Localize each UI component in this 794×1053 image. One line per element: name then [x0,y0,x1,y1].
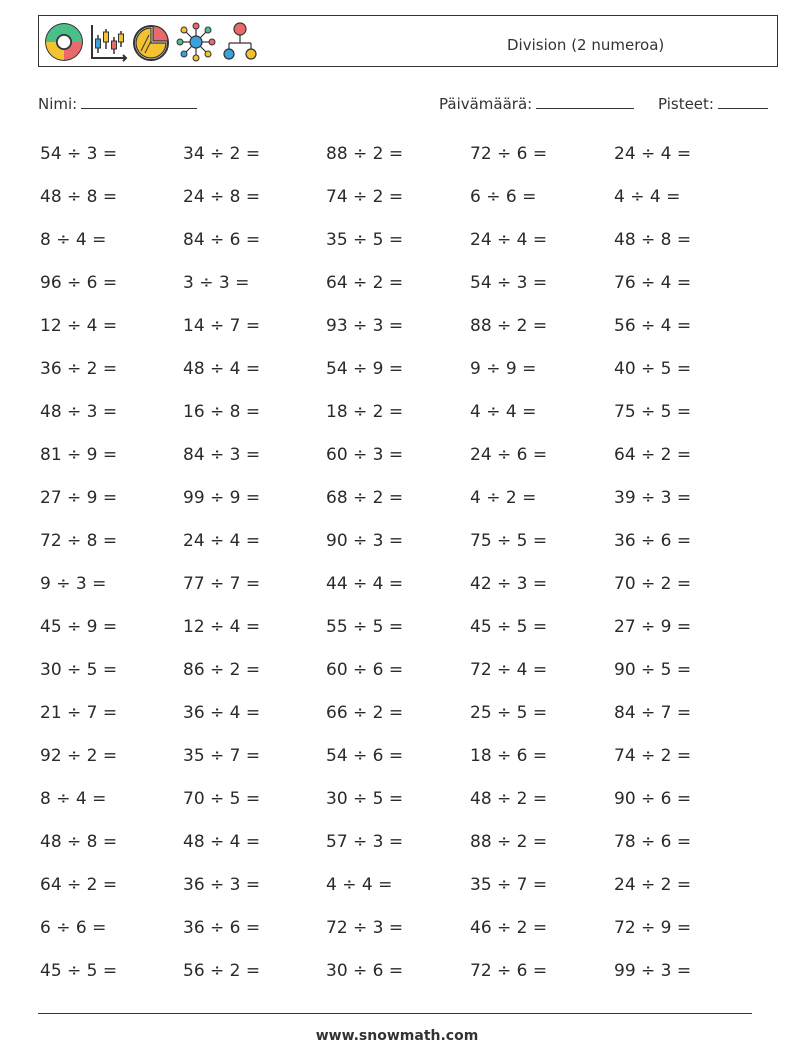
division-problem: 77 ÷ 7 = [183,574,261,594]
division-problem: 88 ÷ 2 = [470,316,548,336]
division-problem: 81 ÷ 9 = [40,445,118,465]
division-problem: 18 ÷ 2 = [326,402,404,422]
division-problem: 4 ÷ 2 = [470,488,537,508]
division-problem: 56 ÷ 2 = [183,961,261,981]
problem-row [40,649,760,692]
network-icon [175,21,217,63]
division-problem: 39 ÷ 3 = [614,488,692,508]
division-problem: 44 ÷ 4 = [326,574,404,594]
division-problem: 72 ÷ 6 = [470,144,548,164]
division-problem: 24 ÷ 6 = [470,445,548,465]
problem-row [40,778,760,821]
name-blank [81,94,197,109]
division-problem: 90 ÷ 6 = [614,789,692,809]
problem-row [40,735,760,778]
division-problem: 74 ÷ 2 = [614,746,692,766]
division-problem: 96 ÷ 6 = [40,273,118,293]
division-problem: 35 ÷ 5 = [326,230,404,250]
division-problem: 30 ÷ 6 = [326,961,404,981]
division-problem: 93 ÷ 3 = [326,316,404,336]
division-problem: 14 ÷ 7 = [183,316,261,336]
division-problem: 48 ÷ 4 = [183,832,261,852]
division-problem: 42 ÷ 3 = [470,574,548,594]
division-problem: 36 ÷ 3 = [183,875,261,895]
division-problem: 66 ÷ 2 = [326,703,404,723]
problem-row [40,133,760,176]
division-problem: 54 ÷ 9 = [326,359,404,379]
division-problem: 35 ÷ 7 = [183,746,261,766]
division-problem: 48 ÷ 8 = [40,832,118,852]
division-problem: 57 ÷ 3 = [326,832,404,852]
division-problem: 48 ÷ 3 = [40,402,118,422]
hierarchy-icon [219,21,261,63]
worksheet-title: Division (2 numeroa) [507,36,665,54]
division-problem: 99 ÷ 3 = [614,961,692,981]
problem-row [40,821,760,864]
pie-chart-icon [131,21,173,63]
problem-row [40,907,760,950]
problem-row [40,606,760,649]
division-problem: 60 ÷ 6 = [326,660,404,680]
date-label: Päivämäärä: [439,95,533,113]
division-problem: 88 ÷ 2 = [326,144,404,164]
division-problem: 30 ÷ 5 = [326,789,404,809]
division-problem: 3 ÷ 3 = [183,273,250,293]
division-problem: 88 ÷ 2 = [470,832,548,852]
division-problem: 36 ÷ 6 = [614,531,692,551]
division-problem: 48 ÷ 2 = [470,789,548,809]
division-problem: 16 ÷ 8 = [183,402,261,422]
division-problem: 68 ÷ 2 = [326,488,404,508]
division-problem: 54 ÷ 6 = [326,746,404,766]
division-problem: 45 ÷ 9 = [40,617,118,637]
division-problem: 36 ÷ 2 = [40,359,118,379]
problem-row [40,348,760,391]
division-problem: 25 ÷ 5 = [470,703,548,723]
division-problem: 72 ÷ 4 = [470,660,548,680]
division-problem: 27 ÷ 9 = [40,488,118,508]
header-icons [43,20,261,64]
division-problem: 55 ÷ 5 = [326,617,404,637]
division-problem: 64 ÷ 2 = [614,445,692,465]
name-label: Nimi: [38,95,78,113]
division-problem: 6 ÷ 6 = [470,187,537,207]
division-problem: 84 ÷ 7 = [614,703,692,723]
division-problem: 8 ÷ 4 = [40,789,107,809]
division-problem: 48 ÷ 8 = [40,187,118,207]
division-problem: 60 ÷ 3 = [326,445,404,465]
division-problem: 36 ÷ 6 = [183,918,261,938]
division-problem: 24 ÷ 2 = [614,875,692,895]
division-problem: 30 ÷ 5 = [40,660,118,680]
problem-row [40,692,760,735]
division-problem: 9 ÷ 3 = [40,574,107,594]
division-problem: 72 ÷ 6 = [470,961,548,981]
division-problem: 92 ÷ 2 = [40,746,118,766]
problem-row [40,219,760,262]
division-problem: 21 ÷ 7 = [40,703,118,723]
division-problem: 48 ÷ 8 = [614,230,692,250]
problem-row [40,176,760,219]
problem-row [40,434,760,477]
division-problem: 4 ÷ 4 = [470,402,537,422]
division-problem: 75 ÷ 5 = [470,531,548,551]
division-problem: 45 ÷ 5 = [470,617,548,637]
division-problem: 35 ÷ 7 = [470,875,548,895]
division-problem: 27 ÷ 9 = [614,617,692,637]
problem-row [40,864,760,907]
division-problem: 18 ÷ 6 = [470,746,548,766]
division-problem: 86 ÷ 2 = [183,660,261,680]
name-field [38,94,197,113]
division-problem: 70 ÷ 2 = [614,574,692,594]
division-problem: 12 ÷ 4 = [40,316,118,336]
division-problem: 64 ÷ 2 = [40,875,118,895]
problem-row [40,950,760,993]
score-blank [718,94,768,109]
problem-row [40,305,760,348]
date-field [439,94,634,113]
division-problem: 45 ÷ 5 = [40,961,118,981]
division-problem: 64 ÷ 2 = [326,273,404,293]
division-problem: 46 ÷ 2 = [470,918,548,938]
division-problem: 90 ÷ 5 = [614,660,692,680]
problem-grid [40,133,760,993]
division-problem: 48 ÷ 4 = [183,359,261,379]
problem-row [40,477,760,520]
division-problem: 90 ÷ 3 = [326,531,404,551]
division-problem: 70 ÷ 5 = [183,789,261,809]
division-problem: 36 ÷ 4 = [183,703,261,723]
division-problem: 12 ÷ 4 = [183,617,261,637]
donut-chart-icon [43,21,85,63]
score-label: Pisteet: [658,95,714,113]
division-problem: 54 ÷ 3 = [40,144,118,164]
date-blank [536,94,634,109]
division-problem: 75 ÷ 5 = [614,402,692,422]
division-problem: 72 ÷ 8 = [40,531,118,551]
footer-divider [38,1013,752,1014]
division-problem: 99 ÷ 9 = [183,488,261,508]
division-problem: 34 ÷ 2 = [183,144,261,164]
division-problem: 84 ÷ 3 = [183,445,261,465]
score-field [658,94,768,113]
problem-row [40,391,760,434]
problem-row [40,563,760,606]
division-problem: 9 ÷ 9 = [470,359,537,379]
division-problem: 72 ÷ 3 = [326,918,404,938]
division-problem: 54 ÷ 3 = [470,273,548,293]
division-problem: 8 ÷ 4 = [40,230,107,250]
division-problem: 76 ÷ 4 = [614,273,692,293]
division-problem: 24 ÷ 8 = [183,187,261,207]
problem-row [40,262,760,305]
division-problem: 4 ÷ 4 = [326,875,393,895]
candlestick-chart-icon [87,21,129,63]
division-problem: 74 ÷ 2 = [326,187,404,207]
division-problem: 24 ÷ 4 = [470,230,548,250]
division-problem: 56 ÷ 4 = [614,316,692,336]
division-problem: 6 ÷ 6 = [40,918,107,938]
problem-row [40,520,760,563]
division-problem: 24 ÷ 4 = [614,144,692,164]
division-problem: 78 ÷ 6 = [614,832,692,852]
division-problem: 40 ÷ 5 = [614,359,692,379]
division-problem: 24 ÷ 4 = [183,531,261,551]
division-problem: 84 ÷ 6 = [183,230,261,250]
division-problem: 4 ÷ 4 = [614,187,681,207]
footer-url: www.snowmath.com [315,1028,479,1044]
worksheet-header [38,15,778,67]
division-problem: 72 ÷ 9 = [614,918,692,938]
